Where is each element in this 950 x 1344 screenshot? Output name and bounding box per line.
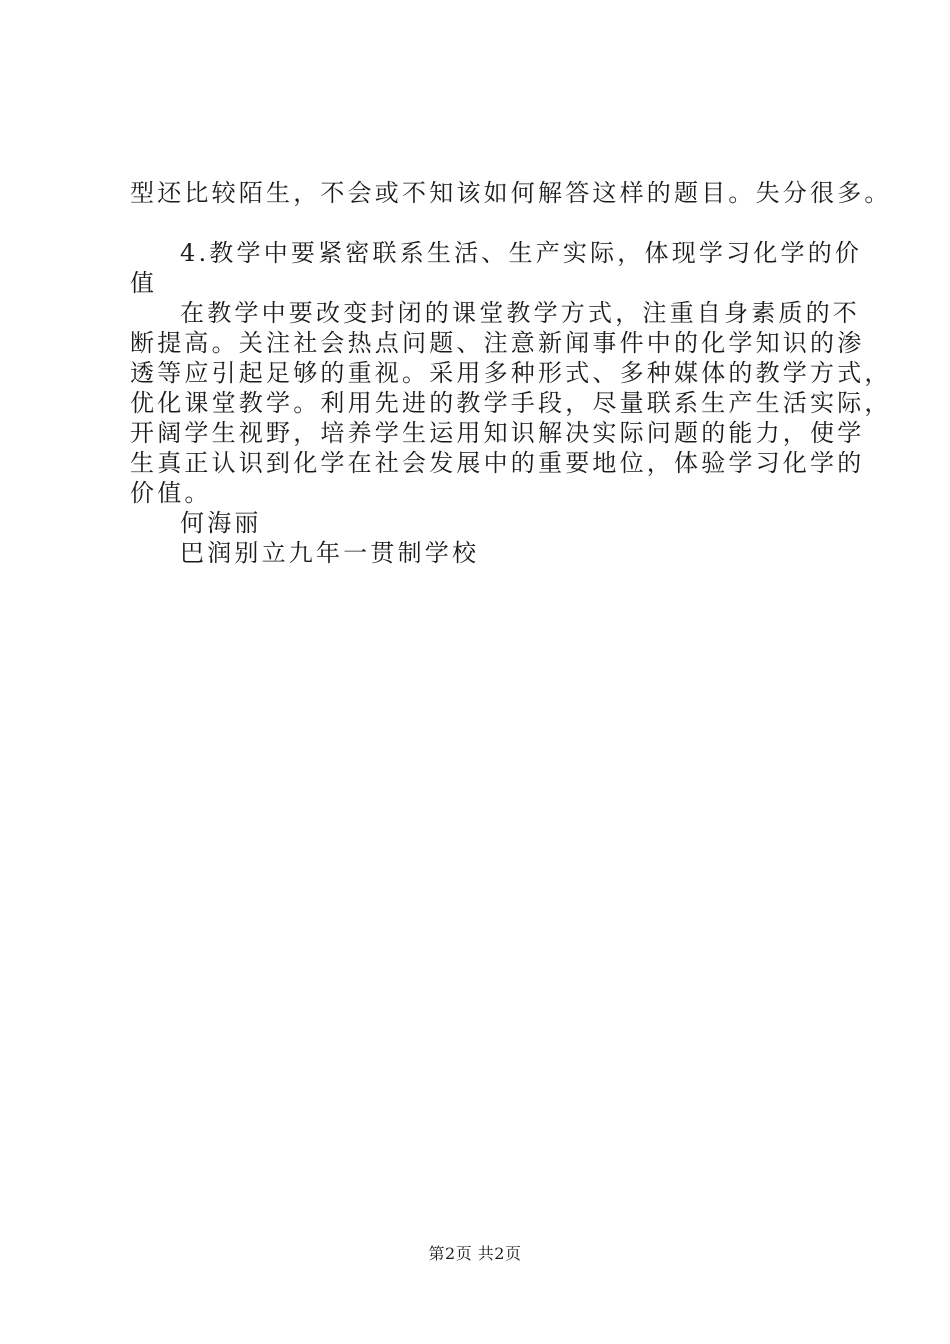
section-heading: 4.教学中要紧密联系生活、生产实际，体现学习化学的价 [180,239,863,267]
page-footer: 第2页 共2页 [428,1244,522,1263]
author-name: 何海丽 [180,509,262,537]
paragraph-line: 开阔学生视野，培养学生运用知识解决实际问题的能力，使学 [130,419,865,447]
section-heading-continuation: 值 [130,269,158,297]
paragraph-line: 优化课堂教学。利用先进的教学手段，尽量联系生产生活实际， [130,389,892,417]
school-name: 巴润别立九年一贯制学校 [180,539,480,567]
paragraph-line: 在教学中要改变封闭的课堂教学方式，注重自身素质的不 [180,299,860,327]
paragraph-line: 型还比较陌生，不会或不知该如何解答这样的题目。失分很多。 [130,179,892,207]
paragraph-line: 透等应引起足够的重视。采用多种形式、多种媒体的教学方式， [130,359,892,387]
paragraph-line: 生真正认识到化学在社会发展中的重要地位，体验学习化学的 [130,449,865,477]
paragraph-line: 断提高。关注社会热点问题、注意新闻事件中的化学知识的渗 [130,329,865,357]
paragraph-line: 价值。 [130,479,212,507]
